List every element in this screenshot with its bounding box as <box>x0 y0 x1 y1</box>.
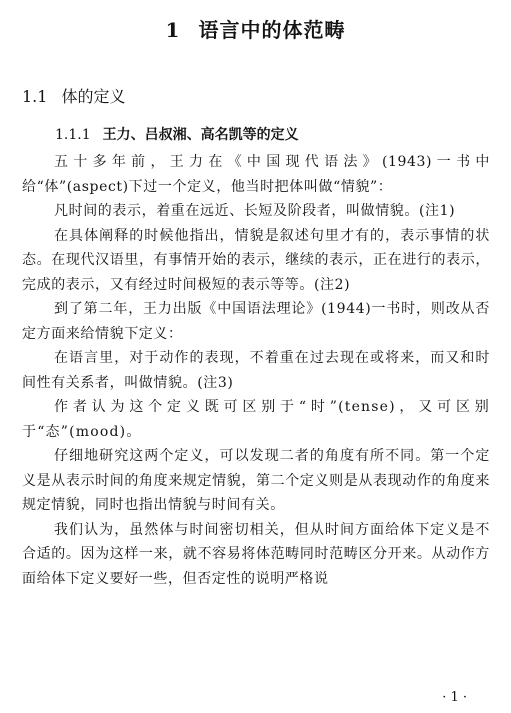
paragraph-conclusion: 我们认为，虽然体与时间密切相关，但从时间方面给体下定义是不合适的。因为这样一来，就不容易将体范畴同时范畴区分开来。从动作方面给体下定义要好一些，但否定性的说明严格说 <box>22 521 490 587</box>
subsection-title-text: 王力、吕叔湘、高名凯等的定义 <box>102 127 299 143</box>
body-text <box>22 150 490 591</box>
paragraph-second-book: 到了第二年，王力出版《中国语法理论》(1944)一书时，则改从否定方面来给情貌下定义： <box>22 301 490 342</box>
paragraph-tense-mood: 作者认为这个定义既可区别于“时”(tense)，又可区别于“态”(mood)。 <box>22 399 490 440</box>
chapter-title <box>0 14 511 43</box>
section-heading <box>22 84 125 107</box>
subsection-number: 1.1.1 <box>55 127 91 143</box>
subsection-heading <box>55 124 299 144</box>
chapter-number: 1 <box>165 18 181 42</box>
paragraph-intro: 五十多年前，王力在《中国现代语法》(1943)一书中给“体”(aspect)下过一个定义，他当时把体叫做“情貌”： <box>22 154 490 195</box>
quote-definition-1: 凡时间的表示，着重在远近、长短及阶段者，叫做情貌。(注1) <box>54 203 456 219</box>
quote-definition-2: 在语言里，对于动作的表现，不着重在过去现在或将来，而又和时间性有关系者，叫做情貌。(注3) <box>22 350 490 391</box>
paragraph-comparison: 仔细地研究这两个定义，可以发现二者的角度有所不同。第一个定义是从表示时间的角度来规定情貌，第二个定义则是从表现动作的角度来规定情貌，同时也指出情貌与时间有关。 <box>22 448 490 513</box>
section-number: 1.1 <box>22 87 48 106</box>
section-title-text: 体的定义 <box>61 87 126 106</box>
paragraph-explanation: 在具体阐释的时候他指出，情貌是叙述句里才有的，表示事情的状态。在现代汉语里，有事情开始的表示，继续的表示，正在进行的表示，完成的表示，又有经过时间极短的表示等等。(注2) <box>22 227 490 293</box>
page-number: · 1 · <box>442 690 467 705</box>
chapter-title-text: 语言中的体范畴 <box>198 18 346 42</box>
